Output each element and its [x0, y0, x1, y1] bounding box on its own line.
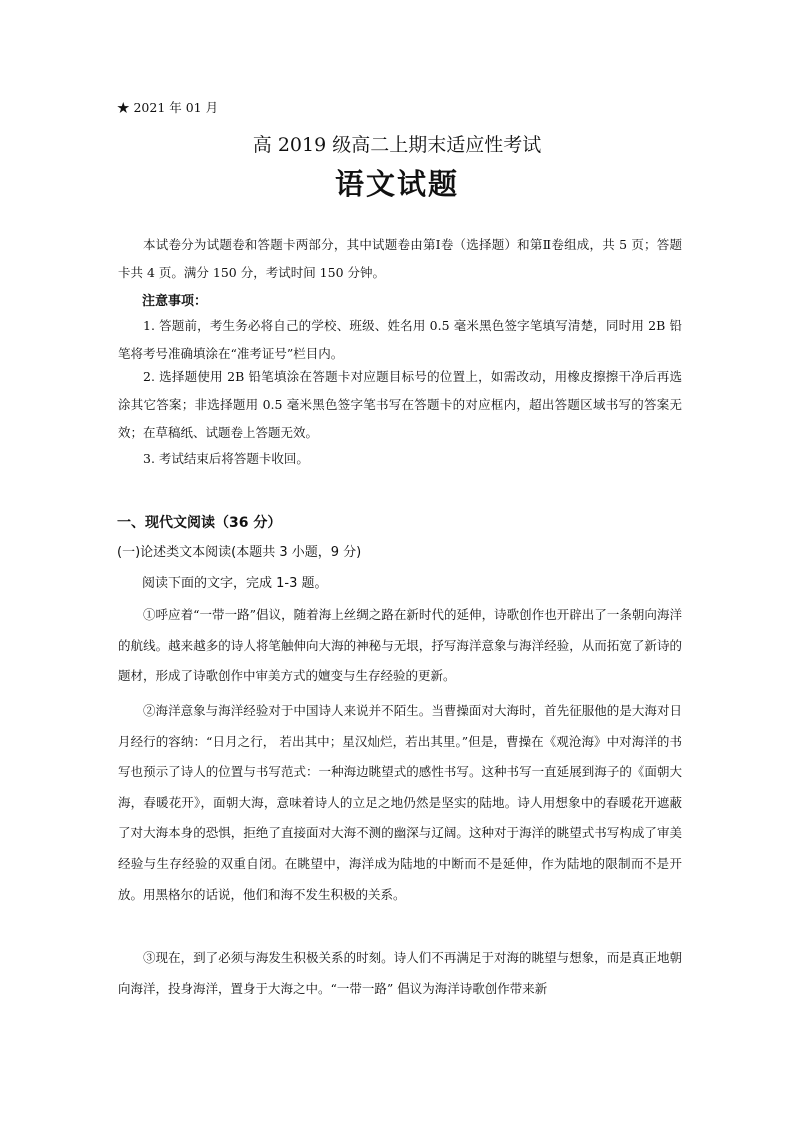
- notice-item-3: 3. 考试结束后将答题卡收回。: [143, 451, 309, 466]
- passage-paragraph-3: ③现在，到了必须与海发生积极关系的时刻。诗人们不再满足于对海的眺望与想象，而是真正地朝向海洋，投身海洋，置身于大海之中。“一带一路” 倡议为海洋诗歌创作带来新: [118, 950, 682, 996]
- notice-item-1: 1. 答题前，考生务必将自己的学校、班级、姓名用 0.5 毫米黑色签字笔填写清楚，同时用 2B 铅笔将考号准确填涂在“准考证号”栏目内。: [118, 318, 682, 361]
- intro-paragraph: 本试卷分为试题卷和答题卡两部分，其中试题卷由第Ⅰ卷（选择题）和第Ⅱ卷组成，共 5 页；答题卡共 4 页。满分 150 分，考试时间 150 分钟。: [118, 237, 682, 280]
- reading-instruction: 阅读下面的文字，完成 1-3 题。: [142, 576, 328, 591]
- notice-item-2: 2. 选择题使用 2B 铅笔填涂在答题卡对应题目标号的位置上，如需改动，用橡皮擦擦干净后再选涂其它答案；非选择题用 0.5 毫米黑色签字笔书写在答题卡的对应框内，超出答题区域书写的答案无效；在草稿纸、试题卷上答题无效。: [118, 369, 682, 440]
- notice-heading: 注意事项：: [142, 294, 208, 309]
- section-title: 一、现代文阅读（36 分）: [117, 515, 282, 531]
- passage-paragraph-2: ②海洋意象与海洋经验对于中国诗人来说并不陌生。当曹操面对大海时，首先征服他的是大海对日月经行的容纳：“日月之行， 若出其中；星汉灿烂，若出其里。”但是，曹操在《观沧海》中对海洋的书写也预示了诗人的位置与书写范式：一种海边眺望式的感性书写。这种书写一直延展到海子的《面朝大海，春暖花开》，面朝大海，意味着诗人的立足之地仍然是坚实的陆地。诗人用想象中的春暖花开遮蔽了对大海本身的恐惧，拒绝了直接面对大海不测的幽深与辽阔。这种对于海洋的眺望式书写构成了审美经验与生存经验的双重自闭。在眺望中，海洋成为陆地的中断而不是延伸，作为陆地的限制而不是开放。用黑格尔的话说，他们和海不发生积极的关系。: [118, 703, 682, 902]
- section-subtitle: (一)论述类文本阅读(本题共 3 小题，9 分): [117, 545, 362, 560]
- exam-title: 高 2019 级高二上期末适应性考试: [252, 134, 542, 156]
- passage-paragraph-1: ①呼应着“一带一路”倡议，随着海上丝绸之路在新时代的延伸，诗歌创作也开辟出了一条朝向海洋的航线。越来越多的诗人将笔触伸向大海的神秘与无垠，抒写海洋意象与海洋经验，从而拓宽了新诗的题材，形成了诗歌创作中审美方式的嬗变与生存经验的更新。: [118, 607, 682, 684]
- exam-date: ★ 2021 年 01 月: [117, 100, 219, 115]
- subject-title: 语文试题: [334, 167, 459, 201]
